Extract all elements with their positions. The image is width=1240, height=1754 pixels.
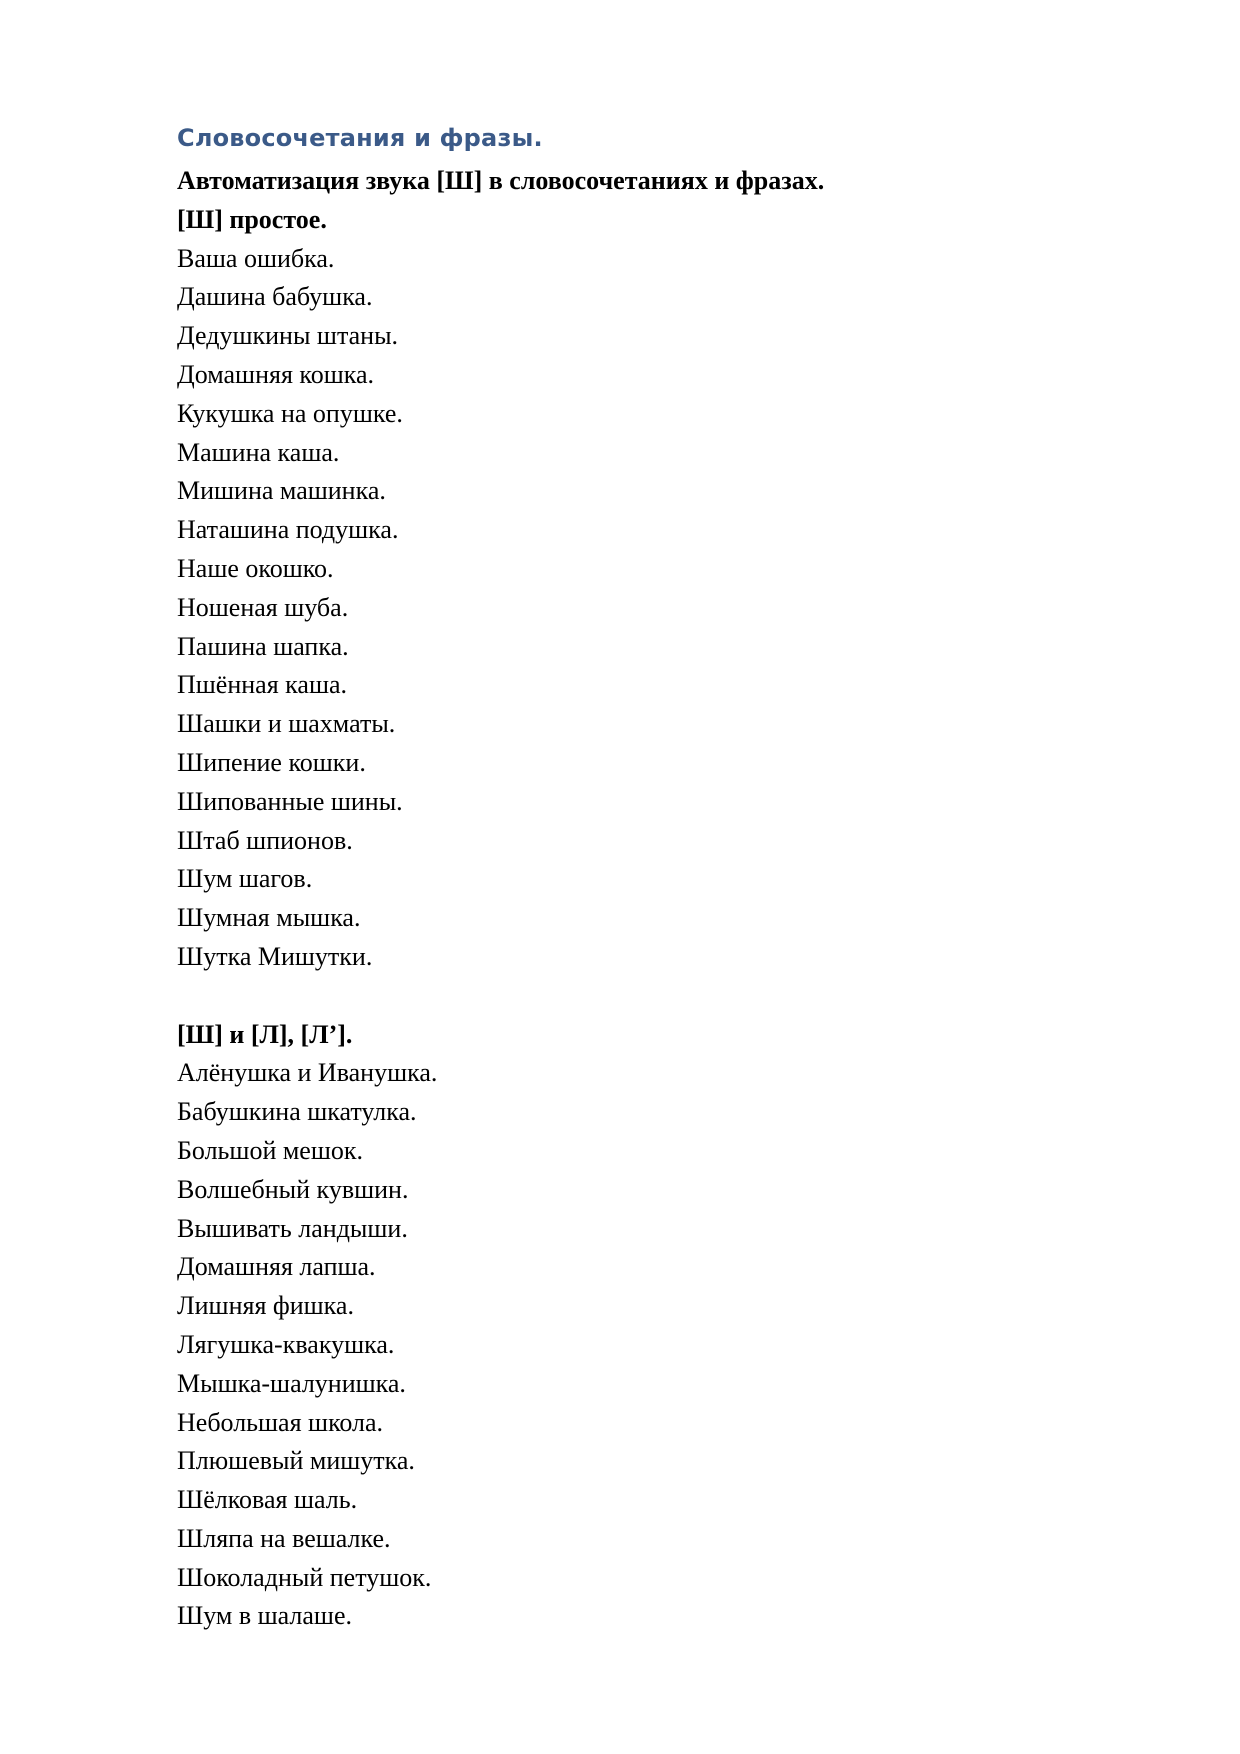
phrase-list — [177, 1054, 1137, 1636]
phrase-item: Волшебный кувшин. — [177, 1174, 409, 1204]
phrase-item: Алёнушка и Иванушка. — [177, 1058, 438, 1088]
phrase-item: Кукушка на опушке. — [177, 398, 403, 428]
phrase-item: Домашняя лапша. — [177, 1252, 376, 1282]
phrase-item: Шумная мышка. — [177, 903, 361, 933]
phrase-item: Лягушка-квакушка. — [177, 1329, 395, 1359]
phrase-item: Машина каша. — [177, 437, 340, 467]
phrase-item: Шашки и шахматы. — [177, 709, 396, 739]
phrase-item: Штаб шпионов. — [177, 825, 353, 855]
phrase-item: Дедушкины штаны. — [177, 321, 399, 351]
section-sh-and-l — [177, 1016, 1137, 1637]
phrase-item: Плюшевый мишутка. — [177, 1446, 415, 1476]
phrase-item: Небольшая школа. — [177, 1407, 384, 1437]
document-content — [177, 114, 1137, 1636]
phrase-item: Ношеная шуба. — [177, 592, 349, 622]
phrase-item: Лишняя фишка. — [177, 1291, 354, 1321]
phrase-item: Домашняя кошка. — [177, 359, 375, 389]
phrase-item: Шум в шалаше. — [177, 1601, 352, 1631]
phrase-item: Шипованные шины. — [177, 786, 403, 816]
phrase-item: Наше окошко. — [177, 553, 334, 583]
phrase-item: Мишина машинка. — [177, 476, 386, 506]
document-title: Словосочетания и фразы. — [177, 124, 543, 152]
phrase-item: Ваша ошибка. — [177, 243, 335, 273]
phrase-item: Дашина бабушка. — [177, 282, 373, 312]
phrase-item: Наташина подушка. — [177, 515, 399, 545]
phrase-item: Пшённая каша. — [177, 670, 348, 700]
phrase-item: Шёлковая шаль. — [177, 1485, 358, 1515]
section-heading: [Ш] и [Л], [Л’]. — [177, 1019, 353, 1049]
phrase-item: Шипение кошки. — [177, 747, 366, 777]
phrase-item: Вышивать ландыши. — [177, 1213, 408, 1243]
phrase-item: Бабушкина шкатулка. — [177, 1097, 417, 1127]
section-heading: [Ш] простое. — [177, 204, 327, 234]
phrase-list — [177, 240, 1137, 977]
phrase-item: Мышка-шалунишка. — [177, 1368, 406, 1398]
section-spacer — [177, 977, 1137, 1016]
phrase-item: Большой мешок. — [177, 1135, 363, 1165]
section-simple-sh — [177, 201, 1137, 977]
phrase-item: Шоколадный петушок. — [177, 1562, 432, 1592]
phrase-item: Пашина шапка. — [177, 631, 349, 661]
document-subtitle: Автоматизация звука [Ш] в словосочетаниях и фразах. — [177, 166, 825, 195]
phrase-item: Шутка Мишутки. — [177, 941, 373, 971]
phrase-item: Шляпа на вешалке. — [177, 1523, 391, 1553]
phrase-item: Шум шагов. — [177, 864, 313, 894]
